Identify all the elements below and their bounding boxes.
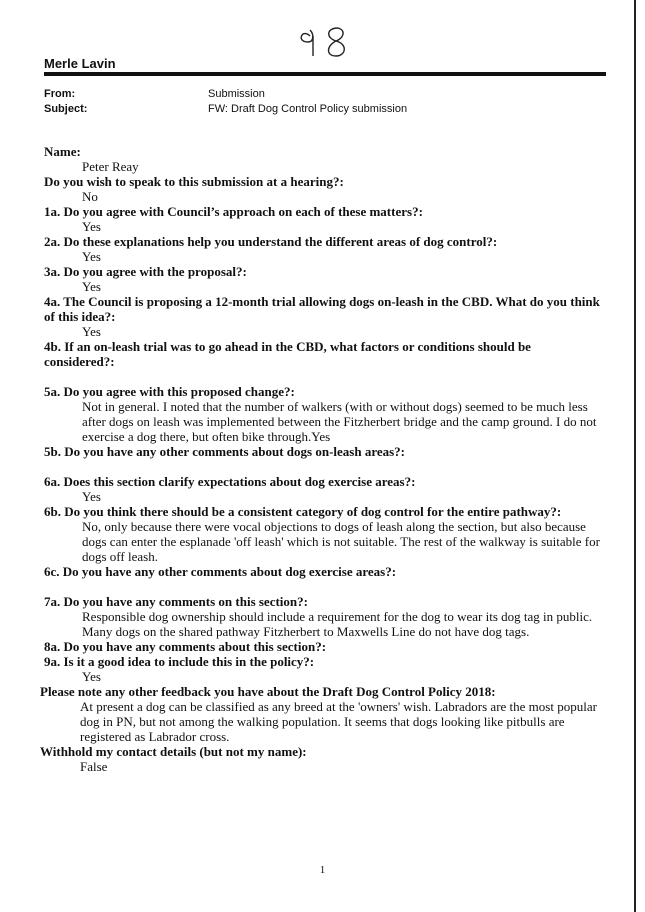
hearing-question: Do you wish to speak to this submission at a hearing?: bbox=[44, 174, 344, 189]
question-6a: 6a. Does this section clarify expectations about dog exercise areas?: bbox=[44, 474, 416, 489]
handwritten-page-mark bbox=[296, 24, 356, 60]
question-9a: 9a. Is it a good idea to include this in the policy?: bbox=[44, 654, 315, 669]
meta-from-label: From: bbox=[44, 88, 76, 100]
feedback-answer: At present a dog can be classified as any breed at the 'owners' wish. Labradors are the most popular dog in PN, but not among the walking population. It seems that dogs looking like pitbulls are registered as Labrador cross. bbox=[80, 699, 597, 744]
question-5b: 5b. Do you have any other comments about dogs on-leash areas?: bbox=[44, 444, 406, 459]
withhold-question: Withhold my contact details (but not my name): bbox=[40, 744, 307, 759]
submission-body bbox=[40, 144, 604, 774]
meta-from-row bbox=[44, 87, 407, 102]
answer-6a: Yes bbox=[82, 489, 101, 504]
question-3a: 3a. Do you agree with the proposal?: bbox=[44, 264, 247, 279]
answer-3a: Yes bbox=[82, 279, 101, 294]
meta-subject-value: FW: Draft Dog Control Policy submission bbox=[208, 103, 408, 115]
question-6c: 6c. Do you have any other comments about dog exercise areas?: bbox=[44, 564, 397, 579]
answer-2a: Yes bbox=[82, 249, 101, 264]
page-number: 1 bbox=[319, 864, 326, 876]
name-label: Name: bbox=[44, 144, 81, 159]
answer-9a: Yes bbox=[82, 669, 101, 684]
withhold-answer: False bbox=[80, 759, 108, 774]
answer-7a: Responsible dog ownership should include a requirement for the dog to wear its dog tag in public. Many dogs on the shared pathway Fitzherbert to Maxwells Line do not have dog tags. bbox=[82, 609, 593, 639]
question-4a: 4a. The Council is proposing a 12-month trial allowing dogs on-leash in the CBD. What do you think of this idea?: bbox=[44, 294, 600, 324]
feedback-question: Please note any other feedback you have about the Draft Dog Control Policy 2018: bbox=[40, 684, 496, 699]
scan-edge-line bbox=[634, 0, 636, 912]
header-divider bbox=[44, 72, 606, 76]
meta-from-value: Submission bbox=[208, 88, 265, 100]
answer-1a: Yes bbox=[82, 219, 101, 234]
meta-subject-label: Subject: bbox=[44, 103, 88, 115]
handwritten-98 bbox=[296, 24, 356, 60]
answer-5a: Not in general. I noted that the number of walkers (with or without dogs) seemed to be much less after dogs on leash was implemented between the Fitzherbert bridge and the camp ground. I do not exercise a dog there, but often bike through.Yes bbox=[82, 399, 597, 444]
question-8a: 8a. Do you have any comments about this section?: bbox=[44, 639, 327, 654]
question-4b: 4b. If an on-leash trial was to go ahead in the CBD, what factors or conditions should be considered?: bbox=[44, 339, 531, 369]
hearing-answer: No bbox=[82, 189, 98, 204]
author-name: Merle Lavin bbox=[44, 56, 116, 71]
meta-subject-row bbox=[44, 102, 407, 117]
question-7a: 7a. Do you have any comments on this section?: bbox=[44, 594, 308, 609]
question-2a: 2a. Do these explanations help you understand the different areas of dog control?: bbox=[44, 234, 498, 249]
answer-6b: No, only because there were vocal objections to dogs of leash along the section, but also because dogs can enter the esplanade 'off leash' which is not suitable. The rest of the walkway is suitable for dogs off leash. bbox=[82, 519, 600, 564]
answer-4a: Yes bbox=[82, 324, 101, 339]
email-meta bbox=[44, 87, 407, 117]
name-value: Peter Reay bbox=[82, 159, 139, 174]
question-5a: 5a. Do you agree with this proposed change?: bbox=[44, 384, 295, 399]
question-6b: 6b. Do you think there should be a consistent category of dog control for the entire pathway?: bbox=[44, 504, 562, 519]
question-1a: 1a. Do you agree with Council’s approach on each of these matters?: bbox=[44, 204, 423, 219]
